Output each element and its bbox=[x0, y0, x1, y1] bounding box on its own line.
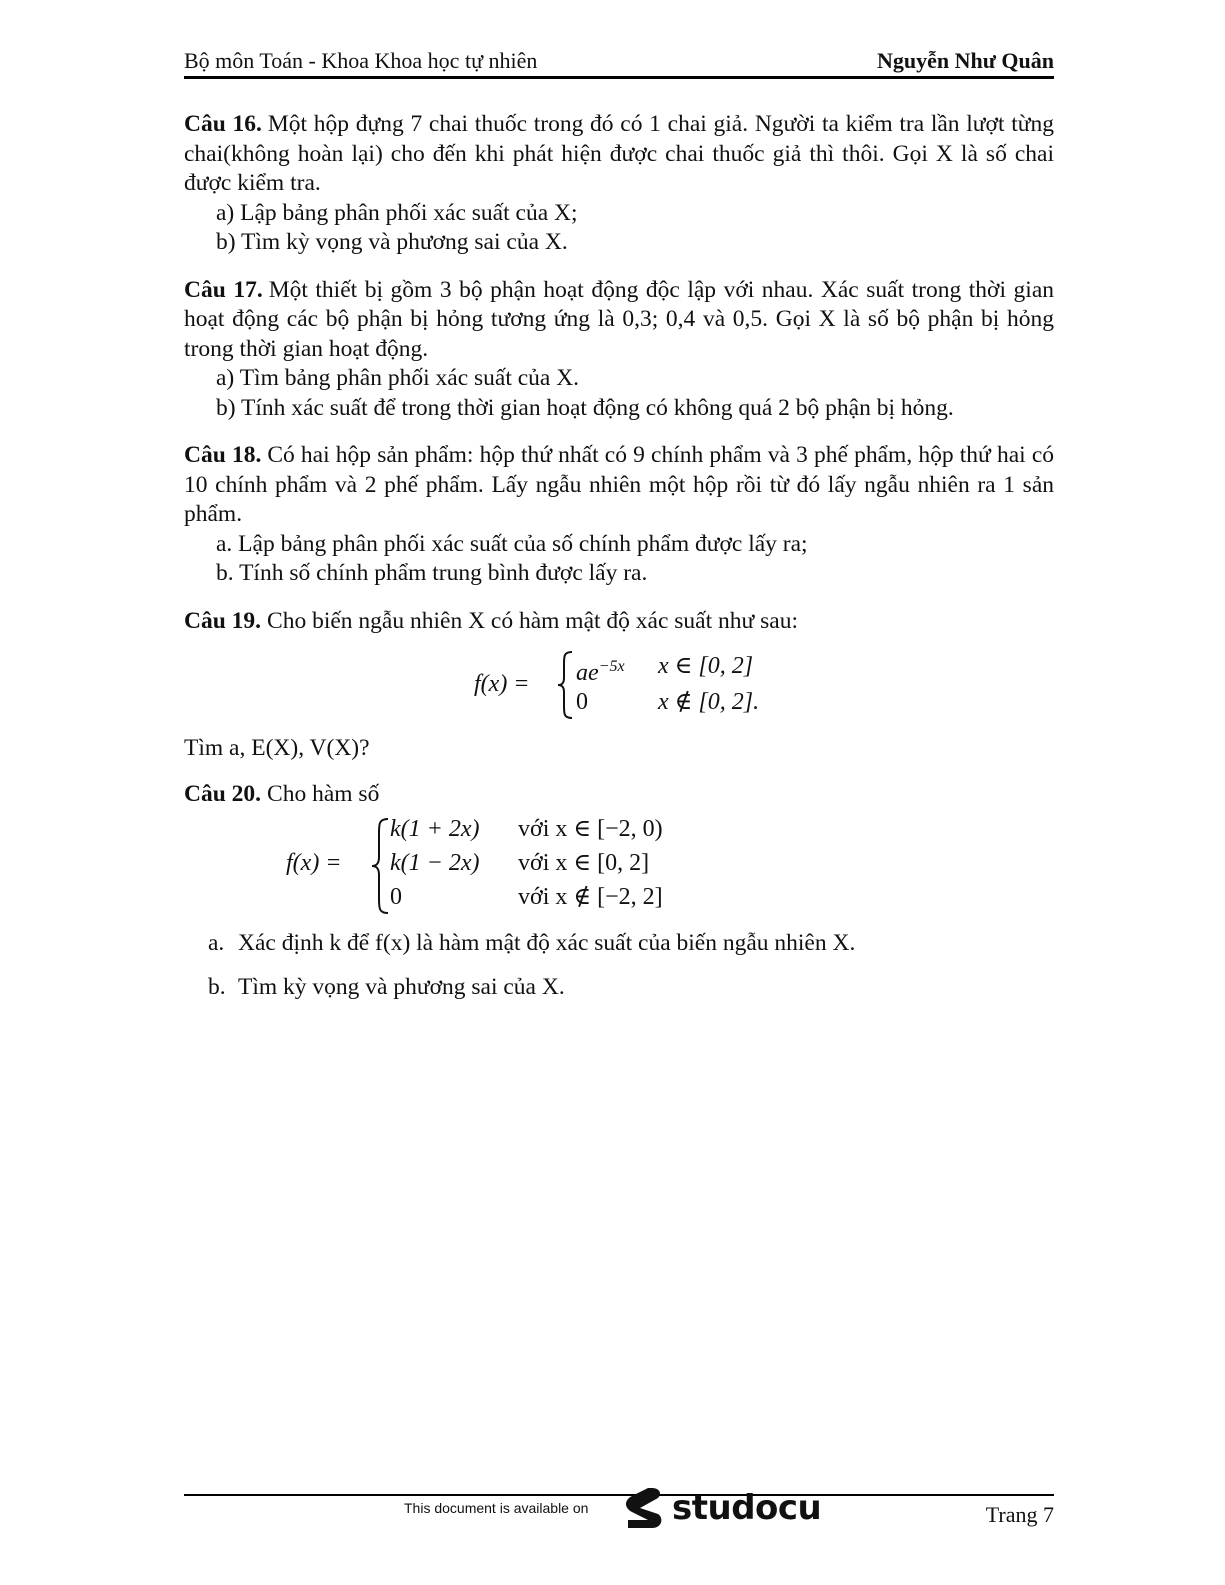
question-20-text: Cho hàm số bbox=[267, 780, 380, 807]
document-body bbox=[184, 110, 1054, 1016]
question-19-label: Câu 19. bbox=[184, 607, 262, 634]
question-19-ask: Tìm a, E(X), V(X)? bbox=[184, 735, 370, 761]
left-brace-icon bbox=[370, 817, 390, 915]
question-19 bbox=[184, 607, 1054, 637]
formula-19-case2-cond: x ∉ [0, 2]. bbox=[658, 689, 760, 715]
question-18-text: Có hai hộp sản phẩm: hộp thứ nhất có 9 chính phẩm và 3 phế phẩm, hộp thứ hai có 10 chính phẩm và 2 phế phẩm. Lấy ngẫu nhiên một hộp rồi từ đó lấy ngẫu nhiên ra 1 sản phẩm. bbox=[184, 442, 1054, 527]
question-20-part-a: a. Xác định k để f(x) là hàm mật độ xác suất của biến ngẫu nhiên X. bbox=[208, 930, 856, 956]
question-16-part-b: b) Tìm kỳ vọng và phương sai của X. bbox=[216, 229, 568, 255]
question-17-part-b: b) Tính xác suất để trong thời gian hoạt động có không quá 2 bộ phận bị hỏng. bbox=[216, 394, 954, 421]
question-16-part-a: a) Lập bảng phân phối xác suất của X; bbox=[216, 199, 578, 226]
question-18-label: Câu 18. bbox=[184, 442, 262, 468]
formula-20 bbox=[184, 813, 1054, 919]
formula-20-row2-cond: với x ∈ [0, 2] bbox=[518, 850, 650, 876]
formula-19-case1-cond: x ∈ [0, 2] bbox=[658, 653, 754, 679]
question-18-part-a: a. Lập bảng phân phối xác suất của số chính phẩm được lấy ra; bbox=[216, 530, 808, 557]
studocu-logo-icon bbox=[622, 1484, 666, 1532]
formula-20-row1-cond: với x ∈ [−2, 0) bbox=[518, 816, 663, 842]
formula-20-row3-cond: với x ∉ [−2, 2] bbox=[518, 884, 663, 910]
page-header bbox=[184, 44, 1054, 79]
studocu-logo-text: studocu bbox=[672, 1488, 822, 1528]
left-brace-icon bbox=[556, 650, 574, 720]
question-17-text: Một thiết bị gồm 3 bộ phận hoạt động độc lập với nhau. Xác suất trong thời gian hoạt động các bộ phận bị hỏng tương ứng là 0,3; 0,4 và 0,5. Gọi X là số bộ phận bị hỏng trong thời gian hoạt động. bbox=[184, 276, 1054, 362]
question-16-text: Một hộp đựng 7 chai thuốc trong đó có 1 chai giả. Người ta kiểm tra lần lượt từng chai(không hoàn lại) cho đến khi phát hiện được chai thuốc giả thì thôi. Gọi X là số chai được kiểm tra. bbox=[184, 111, 1054, 196]
footer-available-text: This document is available on bbox=[404, 1500, 589, 1516]
question-16 bbox=[184, 110, 1054, 258]
formula-20-row2-expr: k(1 − 2x) bbox=[390, 850, 480, 876]
question-20-label: Câu 20. bbox=[184, 780, 262, 807]
formula-19-case2-expr: 0 bbox=[576, 689, 588, 715]
question-17-label: Câu 17. bbox=[184, 276, 263, 303]
formula-19-lhs: f(x) = bbox=[474, 671, 530, 697]
formula-20-lhs: f(x) = bbox=[286, 850, 342, 876]
question-17 bbox=[184, 276, 1054, 424]
formula-19 bbox=[184, 642, 1054, 728]
question-18 bbox=[184, 441, 1054, 589]
studocu-logo[interactable] bbox=[622, 1484, 821, 1532]
page-number: Trang 7 bbox=[985, 1502, 1054, 1527]
formula-19-case1-expr: $ae^{-5x}$ bbox=[576, 658, 625, 686]
question-19-text: Cho biến ngẫu nhiên X có hàm mật độ xác suất như sau: bbox=[267, 607, 798, 634]
footer-rule bbox=[184, 1494, 1054, 1496]
question-16-label: Câu 16. bbox=[184, 111, 262, 137]
question-18-part-b: b. Tính số chính phẩm trung bình được lấy ra. bbox=[216, 560, 648, 586]
question-20-part-b: b. Tìm kỳ vọng và phương sai của X. bbox=[208, 973, 565, 1000]
formula-20-row3-expr: 0 bbox=[390, 884, 402, 910]
header-department: Bộ môn Toán - Khoa Khoa học tự nhiên bbox=[184, 48, 538, 73]
header-author: Nguyễn Như Quân bbox=[876, 48, 1054, 73]
question-20 bbox=[184, 780, 1054, 810]
question-17-part-a: a) Tìm bảng phân phối xác suất của X. bbox=[216, 365, 580, 391]
formula-20-row1-expr: k(1 + 2x) bbox=[390, 816, 480, 842]
